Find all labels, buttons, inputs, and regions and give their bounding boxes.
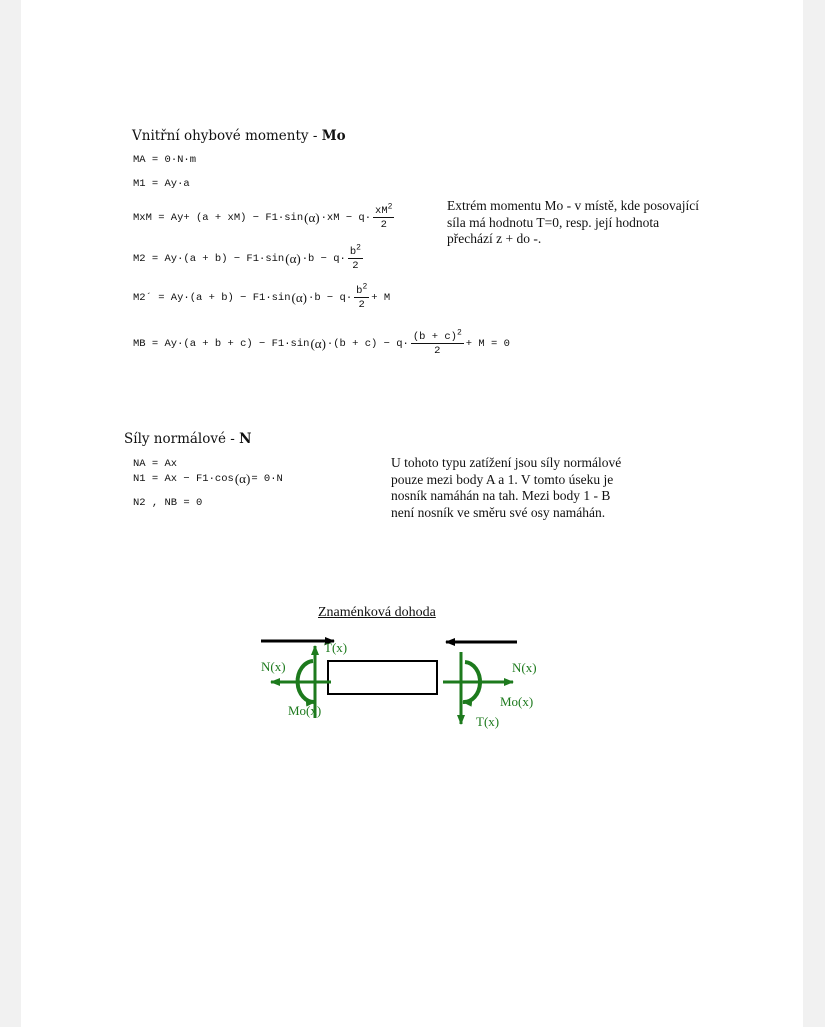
normal-heading-text: Síly normálové - bbox=[124, 431, 240, 447]
equation-m2-prime bbox=[133, 282, 391, 311]
eq-m2p-part-b: ·b − q· bbox=[308, 292, 353, 304]
eq-m2p-alpha: (α) bbox=[291, 290, 308, 305]
eq-mxm-part-b: ·xM − q· bbox=[320, 212, 372, 224]
eq-mb-alpha: (α) bbox=[310, 336, 326, 351]
sign-convention-diagram bbox=[231, 628, 551, 738]
eq-m2-denominator: 2 bbox=[352, 260, 359, 272]
equation-m2 bbox=[133, 243, 365, 272]
normal-note: U tohoto typu zatížení jsou síly normálové pouze mezi body A a 1. V tomto úseku je nosník namáhán na tah. Mezi body 1 - B není nosník ve směru své osy namáhán. bbox=[391, 455, 622, 520]
equation-na bbox=[133, 458, 177, 470]
eq-m1-text: M1 = Ay·a bbox=[133, 178, 190, 190]
eq-m2p-fraction bbox=[354, 282, 369, 311]
eq-mb-numerator: (b + c) bbox=[412, 331, 457, 343]
eq-m2-numerator: b bbox=[349, 246, 357, 258]
eq-m2-part-b: ·b − q· bbox=[301, 253, 346, 265]
left-t-label: T(x) bbox=[324, 640, 348, 655]
right-t-label: T(x) bbox=[476, 714, 500, 729]
eq-mb-part-c: + M = 0 bbox=[465, 338, 510, 350]
right-mo-label: Mo(x) bbox=[500, 694, 534, 709]
left-mo-label: Mo(x) bbox=[288, 703, 322, 718]
normal-heading-bold: N bbox=[239, 431, 252, 447]
eq-mb-denominator: 2 bbox=[434, 345, 441, 357]
eq-n1-part-a: N1 = Ax − F1·cos bbox=[133, 473, 234, 485]
equation-mxm bbox=[133, 202, 396, 231]
eq-mxm-denominator: 2 bbox=[380, 219, 387, 231]
eq-m2p-part-c: + M bbox=[371, 292, 391, 304]
equation-mb bbox=[133, 328, 510, 357]
moments-heading bbox=[132, 128, 346, 144]
eq-mb-part-b: ·(b + c) − q· bbox=[326, 338, 409, 350]
eq-mb-part-a: MB = Ay·(a + b + c) − F1·sin bbox=[133, 338, 310, 350]
moments-heading-bold: Mo bbox=[321, 128, 346, 144]
eq-mxm-part-a: MxM = Ay+ (a + xM) − F1·sin bbox=[133, 212, 304, 224]
eq-m2p-part-a: M2´ = Ay·(a + b) − F1·sin bbox=[133, 292, 291, 304]
eq-n2-text: N2 , NB = 0 bbox=[133, 497, 203, 509]
eq-mxm-exponent: 2 bbox=[387, 202, 393, 212]
eq-mxm-fraction bbox=[373, 202, 394, 231]
left-n-label: N(x) bbox=[261, 659, 286, 674]
diagram-title: Znaménková dohoda bbox=[318, 605, 436, 620]
document-page bbox=[21, 0, 803, 1027]
eq-m2p-exponent: 2 bbox=[362, 282, 368, 292]
beam-rectangle bbox=[328, 661, 437, 694]
eq-mxm-numerator: xM bbox=[375, 205, 388, 217]
normal-heading bbox=[124, 431, 251, 447]
equation-n2 bbox=[133, 497, 202, 509]
equation-m1 bbox=[133, 178, 190, 190]
eq-mb-exponent: 2 bbox=[456, 328, 462, 338]
eq-n1-part-b: = 0·N bbox=[251, 473, 283, 485]
eq-mxm-alpha: (α) bbox=[304, 210, 320, 225]
eq-mb-fraction bbox=[411, 328, 464, 357]
eq-m2-exponent: 2 bbox=[356, 243, 361, 253]
equation-ma bbox=[133, 154, 196, 166]
equation-n1 bbox=[133, 471, 283, 487]
eq-n1-alpha: (α) bbox=[234, 471, 251, 486]
right-n-label: N(x) bbox=[512, 660, 537, 675]
eq-m2-fraction bbox=[348, 243, 363, 272]
eq-m2p-numerator: b bbox=[356, 285, 363, 297]
eq-m2-part-a: M2 = Ay·(a + b) − F1·sin bbox=[133, 253, 285, 265]
eq-m2-alpha: (α) bbox=[285, 251, 301, 266]
eq-m2p-denominator: 2 bbox=[358, 299, 365, 311]
eq-na-text: NA = Ax bbox=[133, 458, 178, 470]
moments-heading-text: Vnitřní ohybové momenty - bbox=[132, 128, 322, 144]
eq-ma-rest: ·N·m bbox=[170, 154, 197, 166]
eq-ma-lhs: MA = 0 bbox=[133, 154, 171, 166]
moments-note: Extrém momentu Mo - v místě, kde posovající síla má hodnotu T=0, resp. její hodnota přechází z + do -. bbox=[447, 198, 699, 246]
